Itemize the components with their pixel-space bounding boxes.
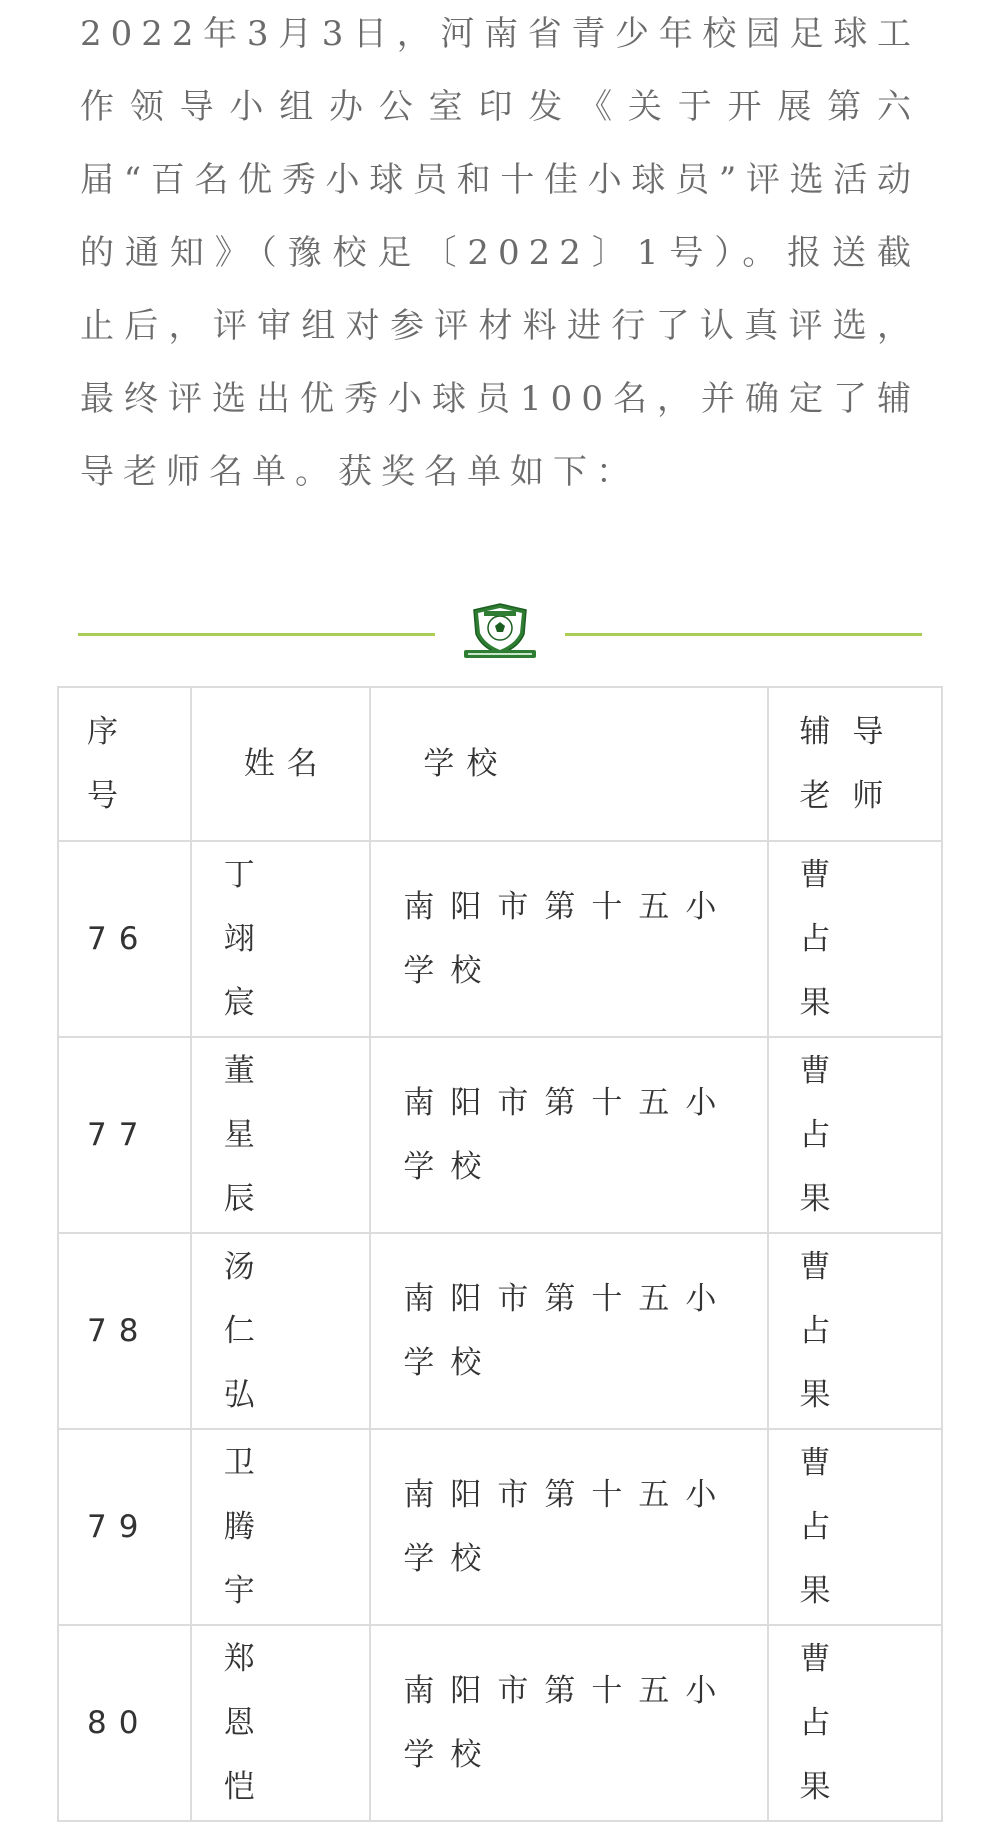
football-club-badge-icon xyxy=(450,600,550,660)
table-row xyxy=(58,1429,942,1625)
row-name: 卫腾宇 xyxy=(191,1429,371,1625)
divider-line-right xyxy=(565,633,922,636)
table-row xyxy=(58,1233,942,1429)
row-no: 77 xyxy=(58,1037,191,1233)
row-teacher: 曹占果 xyxy=(768,841,942,1037)
row-no: 79 xyxy=(58,1429,191,1625)
row-teacher: 曹占果 xyxy=(768,1233,942,1429)
row-school: 南阳市第十五小学校 xyxy=(370,841,768,1037)
row-name: 丁翊宸 xyxy=(191,841,371,1037)
row-no: 76 xyxy=(58,841,191,1037)
row-no: 78 xyxy=(58,1233,191,1429)
header-no: 序号 xyxy=(58,687,191,841)
divider-line-left xyxy=(78,633,435,636)
section-divider xyxy=(78,600,922,660)
row-teacher: 曹占果 xyxy=(768,1429,942,1625)
header-school: 学校 xyxy=(370,687,768,841)
row-school: 南阳市第十五小学校 xyxy=(370,1037,768,1233)
row-name: 董星辰 xyxy=(191,1037,371,1233)
intro-paragraph: 2022年3月3日，河南省青少年校园足球工作领导小组办公室印发《关于开展第六届“百名优秀小球员和十佳小球员”评选活动的通知》（豫校足〔2022〕1号）。报送截止后，评审组对参评材料进行了认真评选，最终评选出优秀小球员100名，并确定了辅导老师名单。获奖名单如下： xyxy=(80,14,920,492)
row-teacher: 曹占果 xyxy=(768,1625,942,1821)
table-row xyxy=(58,1625,942,1821)
row-no: 80 xyxy=(58,1625,191,1821)
row-school: 南阳市第十五小学校 xyxy=(370,1233,768,1429)
header-name: 姓名 xyxy=(191,687,371,841)
table-row xyxy=(58,1037,942,1233)
row-teacher: 曹占果 xyxy=(768,1037,942,1233)
award-roster-table xyxy=(57,686,943,1822)
row-name: 郑恩恺 xyxy=(191,1625,371,1821)
row-name: 汤仁弘 xyxy=(191,1233,371,1429)
header-teacher: 辅导老师 xyxy=(768,687,942,841)
table-row xyxy=(58,841,942,1037)
row-school: 南阳市第十五小学校 xyxy=(370,1625,768,1821)
row-school: 南阳市第十五小学校 xyxy=(370,1429,768,1625)
table-header-row xyxy=(58,687,942,841)
